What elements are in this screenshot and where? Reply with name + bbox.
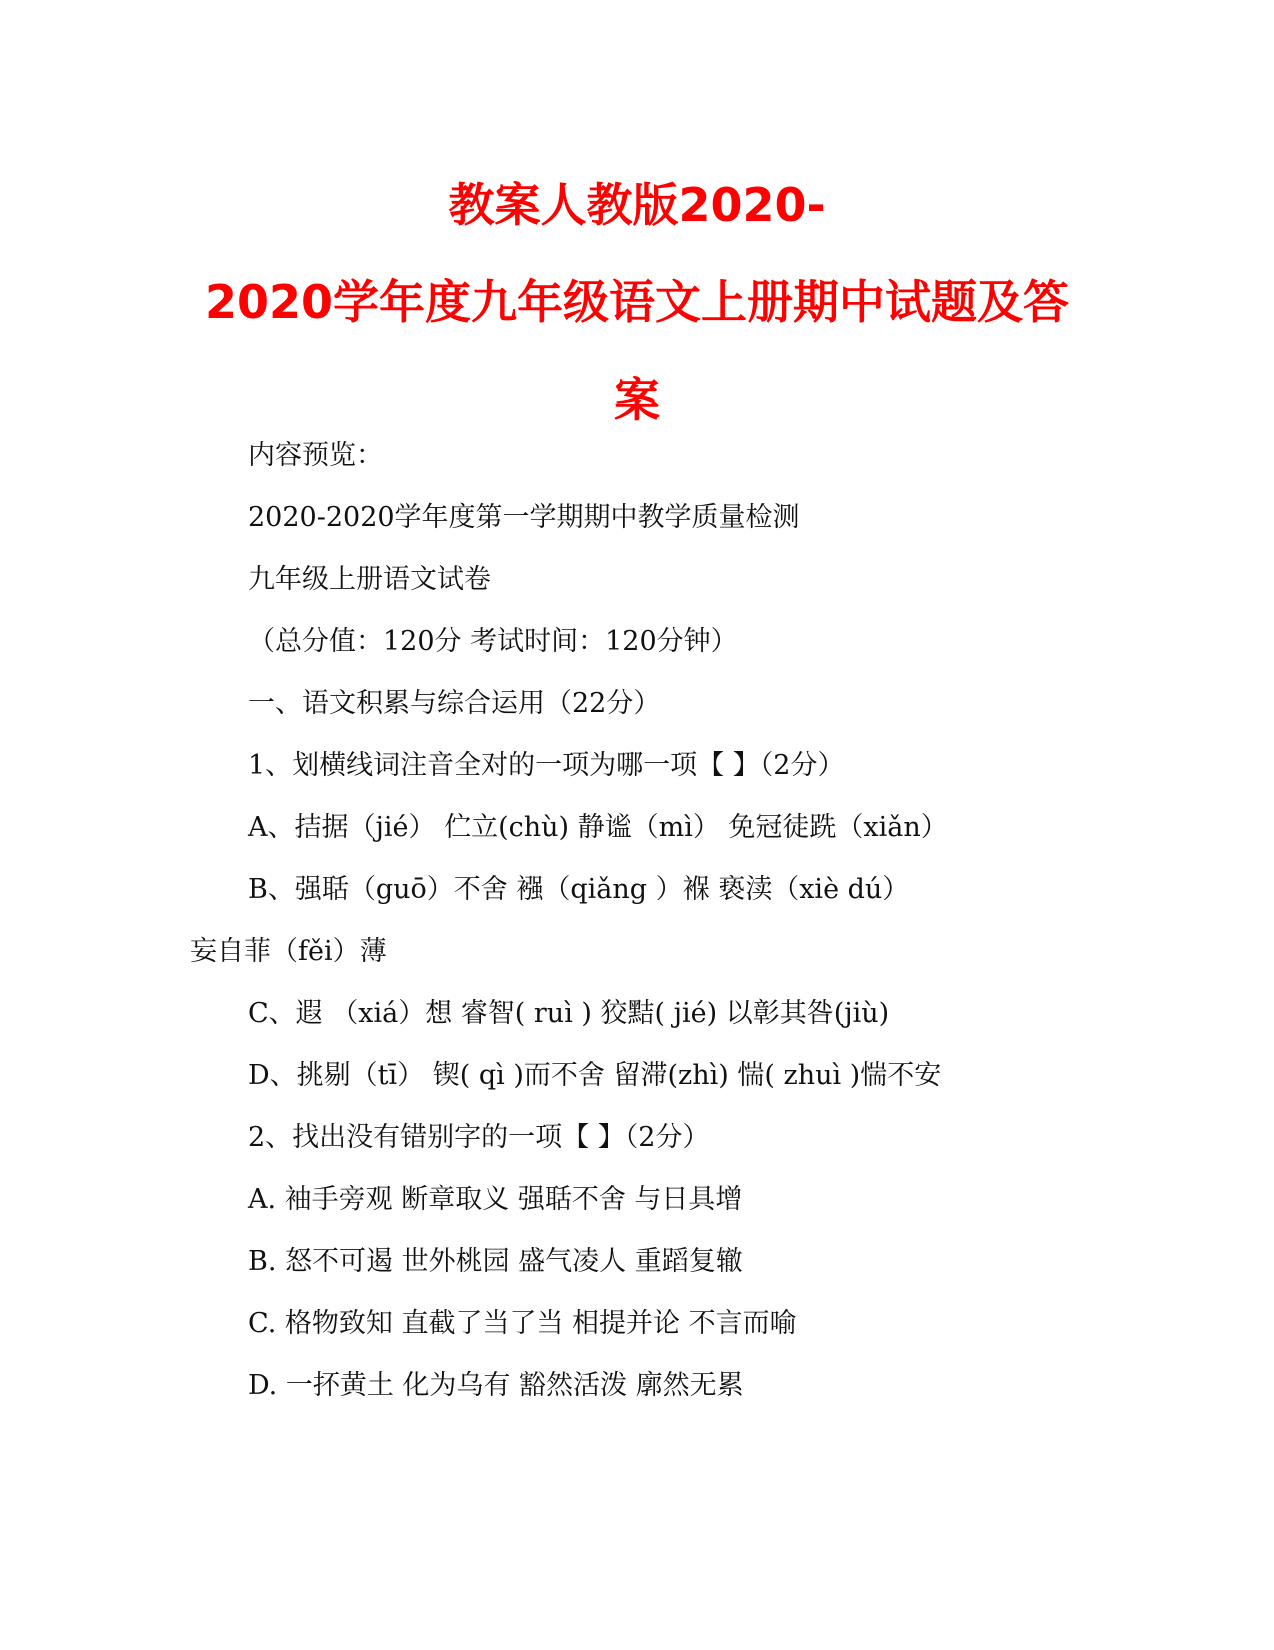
question-2-option-c: C. 格物致知 直截了当了当 相提并论 不言而喻 [248,1308,797,1339]
question-2-option-d: D. 一抔黄土 化为乌有 豁然活泼 廓然无累 [248,1370,744,1401]
document-title-line-3: 案 [614,373,660,427]
paper-name: 九年级上册语文试卷 [248,564,491,595]
question-1-option-c: C、遐 （xiá）想 睿智( ruì ) 狡黠( jié) 以彰其咎(jiù) [248,998,890,1029]
preview-label: 内容预览： [248,440,383,471]
score-and-time: （总分值：120分 考试时间：120分钟） [248,626,738,657]
question-1-option-b: B、强聒（guō）不舍 襁（qiǎng ）褓 亵渎（xiè dú） [248,874,910,905]
document-title-line-1: 教案人教版2020- [448,178,826,232]
question-2-option-a: A. 袖手旁观 断章取义 强聒不舍 与日具增 [248,1184,743,1215]
question-2: 2、找出没有错别字的一项【 】（2分） [248,1122,710,1153]
section-one-heading: 一、语文积累与综合运用（22分） [248,688,661,719]
question-2-option-b: B. 怒不可遏 世外桃园 盛气凌人 重蹈复辙 [248,1246,743,1277]
exam-heading: 2020-2020学年度第一学期期中教学质量检测 [248,502,800,533]
question-1: 1、划横线词注音全对的一项为哪一项【 】（2分） [248,750,845,781]
question-1-option-b-continued: 妄自菲（fěi）薄 [190,936,387,967]
question-1-option-a: A、拮据（jié） 伫立(chù) 静谧（mì） 免冠徒跣（xiǎn） [248,812,948,843]
question-1-option-d: D、挑剔（tī） 锲( qì )而不舍 留滞(zhì) 惴( zhuì )惴不安 [248,1060,942,1091]
document-title-line-2: 2020学年度九年级语文上册期中试题及答 [204,275,1070,329]
